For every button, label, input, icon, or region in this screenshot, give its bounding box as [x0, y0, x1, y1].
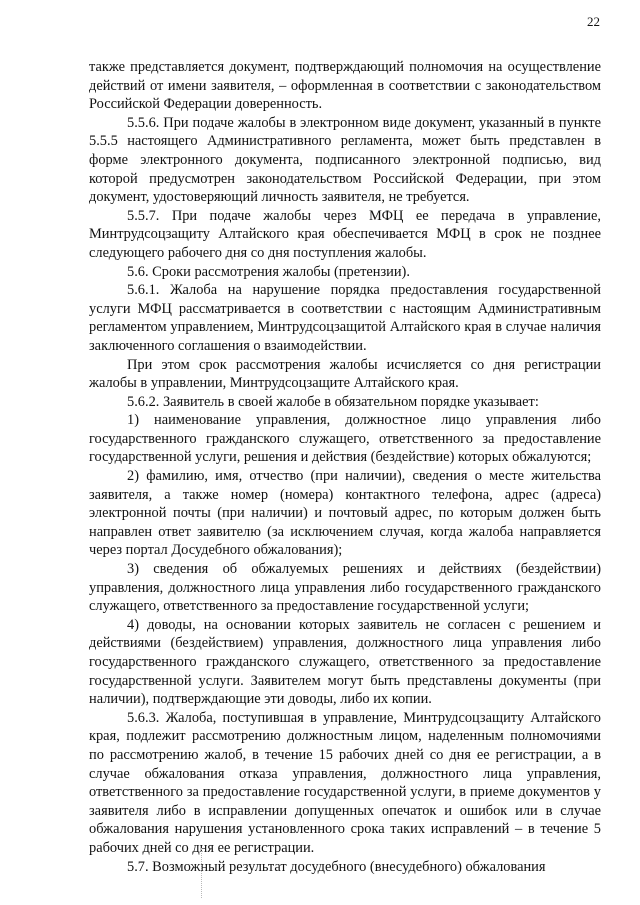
paragraph-5-6-1: 5.6.1. Жалоба на нарушение порядка предоставления государственной услуги МФЦ рассматривается в соответствии с настоящим Административным регламентом управлением, Минтрудсоцзащитой Алтайского края в случае наличия заключенного соглашения о взаимодействии.: [89, 282, 601, 354]
list-item-2: 2) фамилию, имя, отчество (при наличии), сведения о месте жительства заявителя, а также номер (номера) контактного телефона, адрес (адреса) электронной почты (при наличии) и почтовый адрес, по которым должен быть направлен ответ заявителю (за исключением случая, когда жалоба направляется через портал Досудебного обжалования);: [89, 468, 601, 559]
list-item-1: 1) наименование управления, должностное лицо управления либо государственного гражданского служащего, ответственного за предоставление государственной услуги, решения и действия (бездействие) которых обжалуются;: [89, 412, 601, 466]
scan-artifact-line: [201, 848, 203, 898]
paragraph-continuation: также представляется документ, подтверждающий полномочия на осуществление действий от имени заявителя, – оформленная в соответствии с законодательством Российской Федерации доверенность.: [89, 59, 601, 113]
page-number: 22: [587, 14, 600, 29]
list-item-4: 4) доводы, на основании которых заявитель не согласен с решением и действиями (бездействием) управления, должностного лица управления либо государственного гражданского служащего, ответственного за предоставление государственной услуги. Заявителем могут быть представлены документы (при наличии), подтверждающие эти доводы, либо их копии.: [89, 616, 601, 708]
list-item-3: 3) сведения об обжалуемых решениях и действиях (бездействии) управления, должностного лица управления либо государственного гражданского служащего, ответственного за предоставление государственной услуги;: [89, 561, 601, 615]
paragraph-5-5-6: 5.5.6. При подаче жалобы в электронном виде документ, указанный в пункте 5.5.5 настоящего Административного регламента, может быть представлен в форме электронного документа, подписанного электронной подписью, вид которой предусмотрен законодательством Российской Федерации, при этом документ, удостоверяющий личность заявителя, не требуется.: [89, 114, 601, 206]
paragraph-registration-term: При этом срок рассмотрения жалобы исчисляется со дня регистрации жалобы в управлении, Минтрудсоцзащите Алтайского края.: [89, 356, 601, 392]
section-heading-5-6: 5.6. Сроки рассмотрения жалобы (претензии).: [127, 263, 410, 280]
paragraph-5-6-3: 5.6.3. Жалоба, поступившая в управление, Минтрудсоцзащиту Алтайского края, подлежит рассмотрению должностным лицом, наделенным полномочиями по рассмотрению жалоб, в течение 15 рабочих дней со дня ее регистрации, а в случае обжалования отказа управления, должностного лица управления, ответственного за предоставление государственной услуги, в приеме документов у заявителя либо в исправлении допущенных опечаток и ошибок или в случае обжалования нарушения установленного срока таких исправлений – в течение 5 рабочих дней со дня ее регистрации.: [89, 709, 601, 856]
paragraph-5-6-2: 5.6.2. Заявитель в своей жалобе в обязательном порядке указывает:: [127, 393, 539, 410]
document-body: [89, 58, 601, 876]
section-heading-5-7: 5.7. Возможный результат досудебного (внесудебного) обжалования: [127, 858, 546, 875]
paragraph-5-5-7: 5.5.7. При подаче жалобы через МФЦ ее передача в управление, Минтрудсоцзащиту Алтайского края обеспечивается МФЦ в срок не позднее следующего рабочего дня со дня поступления жалобы.: [89, 207, 601, 261]
